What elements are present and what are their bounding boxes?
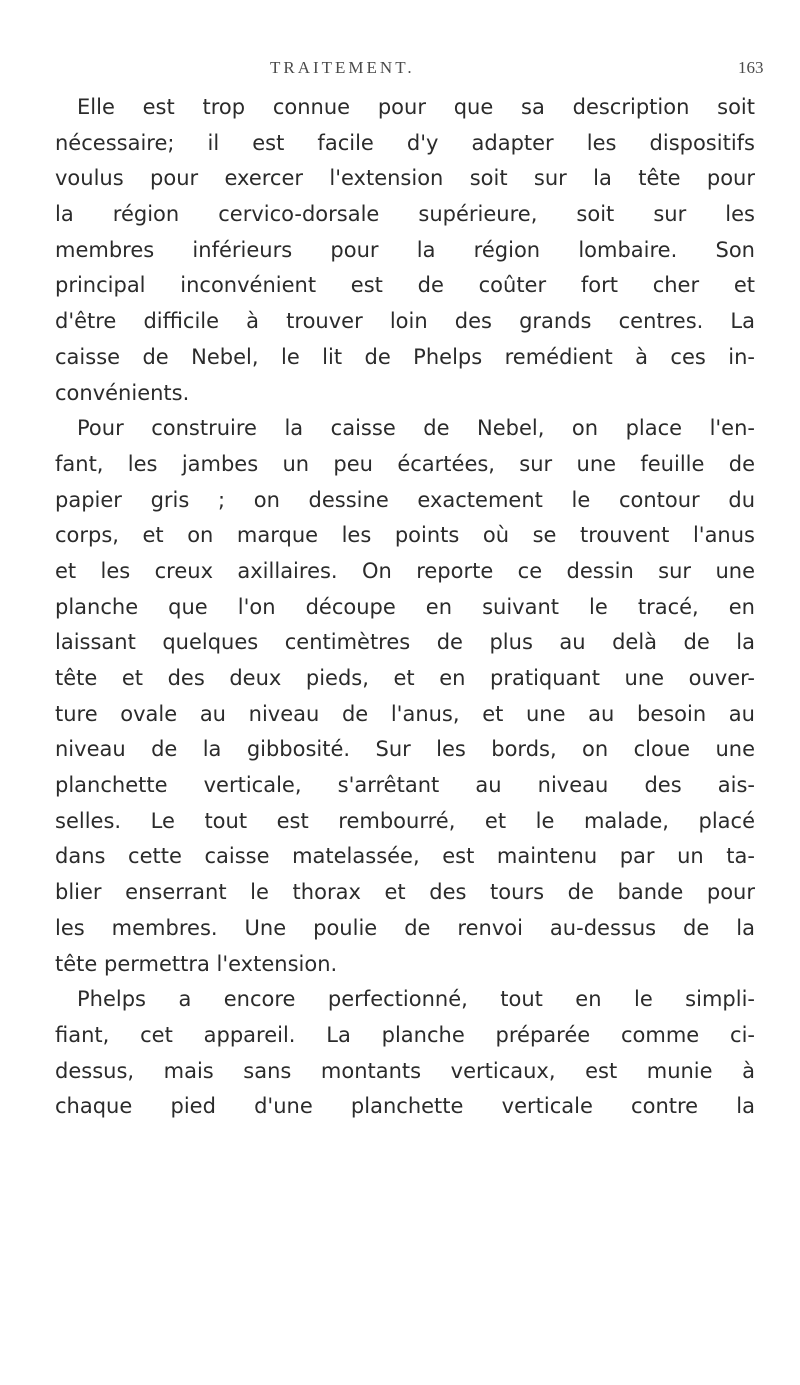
text-line: Pour construire la caisse de Nebel, on place l'en- bbox=[77, 416, 755, 441]
page-number: 163 bbox=[738, 58, 764, 77]
text-line: convénients. bbox=[55, 380, 190, 405]
text-line: voulus pour exercer l'extension soit sur la tête pour bbox=[55, 166, 755, 191]
text-line: et les creux axillaires. On reporte ce dessin sur une bbox=[55, 558, 755, 583]
text-line: niveau de la gibbosité. Sur les bords, on cloue une bbox=[55, 737, 755, 762]
running-header bbox=[0, 58, 800, 88]
text-line: caisse de Nebel, le lit de Phelps remédient à ces in- bbox=[55, 344, 755, 369]
text-line: selles. Le tout est rembourré, et le malade, placé bbox=[55, 808, 755, 833]
text-line: principal inconvénient est de coûter fort cher et bbox=[55, 273, 755, 298]
text-line: corps, et on marque les points où se trouvent l'anus bbox=[55, 523, 755, 548]
text-line: dans cette caisse matelassée, est maintenu par un ta- bbox=[55, 844, 755, 869]
text-line: fiant, cet appareil. La planche préparée comme ci- bbox=[55, 1022, 755, 1047]
text-line: papier gris ; on dessine exactement le contour du bbox=[55, 487, 755, 512]
text-line: la région cervico-dorsale supérieure, soit sur les bbox=[55, 202, 755, 227]
text-line: dessus, mais sans montants verticaux, est munie à bbox=[55, 1058, 755, 1083]
text-line: les membres. Une poulie de renvoi au-dessus de la bbox=[55, 915, 755, 940]
text-line: Phelps a encore perfectionné, tout en le simpli- bbox=[77, 987, 755, 1012]
running-title: TRAITEMENT. bbox=[270, 58, 415, 77]
text-line: tête et des deux pieds, et en pratiquant une ouver- bbox=[55, 666, 755, 690]
text-line: blier enserrant le thorax et des tours de bande pour bbox=[55, 880, 755, 905]
body-text bbox=[55, 90, 755, 1125]
text-line: chaque pied d'une planchette verticale contre la bbox=[55, 1094, 755, 1119]
text-line: nécessaire; il est facile d'y adapter les dispositifs bbox=[55, 130, 755, 155]
text-line: d'être difficile à trouver loin des grands centres. La bbox=[55, 309, 755, 334]
text-line: planche que l'on découpe en suivant le tracé, en bbox=[55, 594, 755, 619]
text-line: tête permettra l'extension. bbox=[55, 951, 338, 976]
text-line: fant, les jambes un peu écartées, sur une feuille de bbox=[55, 451, 755, 476]
text-line: laissant quelques centimètres de plus au delà de la bbox=[55, 630, 755, 655]
text-line: planchette verticale, s'arrêtant au niveau des ais- bbox=[55, 773, 755, 798]
text-line: Elle est trop connue pour que sa description soit bbox=[77, 95, 755, 119]
text-line: membres inférieurs pour la région lombaire. Son bbox=[55, 237, 755, 262]
text-line: ture ovale au niveau de l'anus, et une au besoin au bbox=[55, 701, 755, 726]
